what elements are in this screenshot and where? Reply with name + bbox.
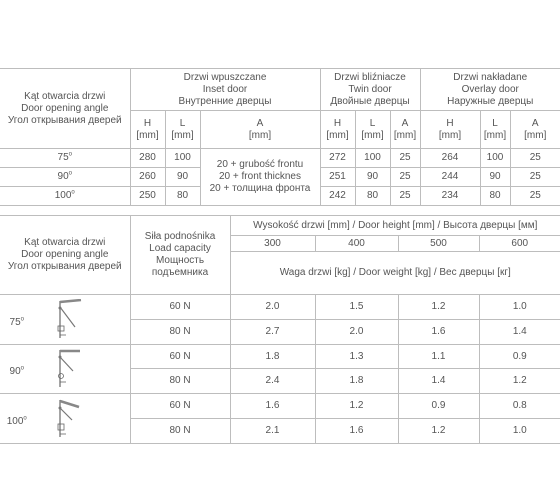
twin-a-header: A [mm] [390, 111, 420, 149]
table-cell: 2.7 [230, 320, 315, 345]
inset-a-note: 20 + grubość frontu 20 + front thicknes 20 + толщина фронта [200, 149, 320, 206]
table-cell: 1.6 [315, 419, 398, 444]
table-cell: 1.0 [479, 419, 560, 444]
table-cell: 25 [390, 187, 420, 206]
table-cell: 80 [355, 187, 390, 206]
table-cell: 90 [355, 168, 390, 187]
table-cell: 25 [390, 168, 420, 187]
load-cell: 80 N [130, 419, 230, 444]
load-capacity-header: Siła podnośnika Load capacity Мощность подъемника [130, 216, 230, 295]
inset-door-header: Drzwi wpuszczane Inset door Внутренние дверцы [130, 69, 320, 111]
table-cell: 25 [510, 149, 560, 168]
angle-cell: 90$^o$ [0, 168, 130, 187]
table-cell: 0.8 [479, 394, 560, 419]
table-cell: 2.0 [230, 295, 315, 320]
door-weight-header: Waga drzwi [kg] / Door weight [kg] / Вес дверцы [кг] [230, 252, 560, 295]
height-value-header: 300 [230, 236, 315, 252]
table-cell: 1.5 [315, 295, 398, 320]
height-value-header: 500 [398, 236, 479, 252]
table-cell: 1.2 [479, 369, 560, 394]
table-row [0, 295, 560, 320]
opening-dimensions-table [0, 68, 560, 206]
overlay-h-header: H [mm] [420, 111, 480, 149]
overlay-a-header: A [mm] [510, 111, 560, 149]
lift-mechanism-100-icon [35, 398, 95, 440]
overlay-l-header: L [mm] [480, 111, 510, 149]
table-cell: 1.4 [398, 369, 479, 394]
table-cell: 251 [320, 168, 355, 187]
table-cell: 260 [130, 168, 165, 187]
door-height-header: Wysokość drzwi [mm] / Door height [mm] / Высота дверцы [мм] [230, 216, 560, 236]
table-cell: 100 [355, 149, 390, 168]
overlay-door-header: Drzwi nakładane Overlay door Наружные дверцы [420, 69, 560, 111]
table-cell: 25 [510, 187, 560, 206]
table-cell: 250 [130, 187, 165, 206]
table-cell: 272 [320, 149, 355, 168]
load-cell: 80 N [130, 369, 230, 394]
table-cell: 1.3 [315, 345, 398, 369]
angle-cell: 100$^o$ [0, 187, 130, 206]
table-cell: 1.2 [315, 394, 398, 419]
table-cell: 2.4 [230, 369, 315, 394]
inset-h-header: H [mm] [130, 111, 165, 149]
table-cell: 242 [320, 187, 355, 206]
lift-mechanism-75-icon [35, 299, 95, 341]
table-cell: 90 [165, 168, 200, 187]
table-cell: 1.2 [398, 295, 479, 320]
twin-door-header: Drzwi bliźniacze Twin door Двойные дверцы [320, 69, 420, 111]
lift-mechanism-90-icon [35, 348, 95, 390]
inset-a-header: A [mm] [200, 111, 320, 149]
table-cell: 1.0 [479, 295, 560, 320]
inset-l-header: L [mm] [165, 111, 200, 149]
table-cell: 1.6 [230, 394, 315, 419]
angle-cell: 75$^o$ [0, 149, 130, 168]
table-cell: 80 [165, 187, 200, 206]
load-cell: 60 N [130, 295, 230, 320]
table-cell: 25 [390, 149, 420, 168]
angle-cell: 75$^o$ [0, 295, 130, 345]
table-cell: 1.2 [398, 419, 479, 444]
table-cell: 1.6 [398, 320, 479, 345]
height-value-header: 400 [315, 236, 398, 252]
table-cell: 264 [420, 149, 480, 168]
load-capacity-table [0, 215, 560, 444]
table-cell: 2.1 [230, 419, 315, 444]
angle-cell: 100$^o$ [0, 394, 130, 444]
table-cell: 80 [480, 187, 510, 206]
angle-cell: 90$^o$ [0, 345, 130, 394]
table-row [0, 149, 560, 168]
load-cell: 60 N [130, 394, 230, 419]
table-cell: 1.8 [315, 369, 398, 394]
table-cell: 244 [420, 168, 480, 187]
table-cell: 0.9 [398, 394, 479, 419]
table-cell: 2.0 [315, 320, 398, 345]
twin-l-header: L [mm] [355, 111, 390, 149]
table-row [0, 345, 560, 369]
twin-h-header: H [mm] [320, 111, 355, 149]
load-cell: 80 N [130, 320, 230, 345]
table-cell: 0.9 [479, 345, 560, 369]
opening-angle-header: Kąt otwarcia drzwi Door opening angle Угол открывания дверей [0, 216, 130, 295]
table-row [0, 394, 560, 419]
opening-angle-header: Kąt otwarcia drzwi Door opening angle Угол открывания дверей [0, 69, 130, 149]
table-cell: 280 [130, 149, 165, 168]
table-cell: 234 [420, 187, 480, 206]
table-cell: 100 [165, 149, 200, 168]
load-cell: 60 N [130, 345, 230, 369]
table-cell: 90 [480, 168, 510, 187]
table-cell: 1.8 [230, 345, 315, 369]
table-cell: 1.1 [398, 345, 479, 369]
table-cell: 25 [510, 168, 560, 187]
height-value-header: 600 [479, 236, 560, 252]
table-cell: 1.4 [479, 320, 560, 345]
table-cell: 100 [480, 149, 510, 168]
